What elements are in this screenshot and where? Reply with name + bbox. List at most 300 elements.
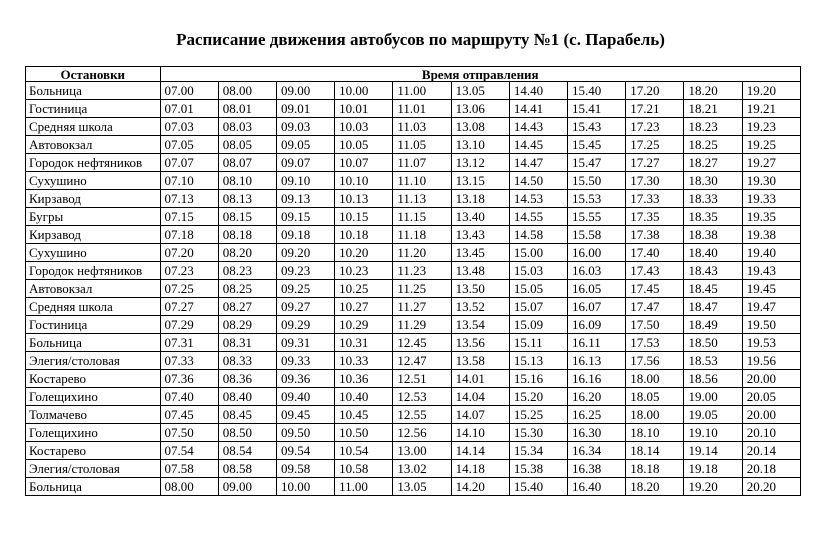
departure-time-cell: 15.13 [509, 352, 567, 370]
departure-time-cell: 18.56 [684, 370, 742, 388]
departure-time-cell: 08.00 [218, 82, 276, 100]
departure-time-cell: 17.40 [626, 244, 684, 262]
departure-time-cell: 15.47 [568, 154, 626, 172]
departure-time-cell: 10.00 [276, 478, 334, 496]
departure-time-cell: 11.10 [393, 172, 451, 190]
departure-time-cell: 18.50 [684, 334, 742, 352]
departure-time-cell: 08.33 [218, 352, 276, 370]
departure-time-cell: 07.03 [160, 118, 218, 136]
departure-time-cell: 19.20 [684, 478, 742, 496]
departure-time-cell: 20.00 [742, 406, 800, 424]
departure-time-cell: 18.25 [684, 136, 742, 154]
departure-time-cell: 19.20 [742, 82, 800, 100]
departure-time-cell: 15.11 [509, 334, 567, 352]
departure-time-cell: 16.00 [568, 244, 626, 262]
departure-time-cell: 20.20 [742, 478, 800, 496]
departure-time-cell: 14.07 [451, 406, 509, 424]
departure-time-cell: 12.47 [393, 352, 451, 370]
departure-time-cell: 16.34 [568, 442, 626, 460]
departure-time-cell: 07.50 [160, 424, 218, 442]
departure-time-cell: 10.01 [335, 100, 393, 118]
departure-time-cell: 13.18 [451, 190, 509, 208]
stop-name-cell: Городок нефтяников [26, 154, 161, 172]
departure-time-cell: 10.23 [335, 262, 393, 280]
departure-time-cell: 09.10 [276, 172, 334, 190]
departure-time-cell: 08.00 [160, 478, 218, 496]
stop-name-cell: Средняя школа [26, 298, 161, 316]
departure-time-cell: 20.18 [742, 460, 800, 478]
departure-time-cell: 18.40 [684, 244, 742, 262]
departure-time-cell: 17.20 [626, 82, 684, 100]
departure-time-cell: 11.05 [393, 136, 451, 154]
table-row [26, 226, 801, 244]
departure-time-cell: 18.33 [684, 190, 742, 208]
departure-time-cell: 13.43 [451, 226, 509, 244]
departure-time-cell: 07.45 [160, 406, 218, 424]
departure-time-cell: 12.55 [393, 406, 451, 424]
departure-time-cell: 10.58 [335, 460, 393, 478]
departure-time-cell: 17.21 [626, 100, 684, 118]
table-row [26, 316, 801, 334]
stop-name-cell: Гостиница [26, 316, 161, 334]
departure-time-cell: 18.27 [684, 154, 742, 172]
departure-time-cell: 15.45 [568, 136, 626, 154]
stops-column-header: Остановки [26, 67, 161, 82]
departure-time-cell: 09.18 [276, 226, 334, 244]
departure-time-cell: 11.00 [393, 82, 451, 100]
departure-time-cell: 18.30 [684, 172, 742, 190]
departure-time-cell: 19.23 [742, 118, 800, 136]
departure-time-cell: 18.43 [684, 262, 742, 280]
departure-time-cell: 10.50 [335, 424, 393, 442]
departure-time-cell: 16.11 [568, 334, 626, 352]
departure-time-cell: 08.27 [218, 298, 276, 316]
departure-time-cell: 10.27 [335, 298, 393, 316]
stop-name-cell: Голещихино [26, 424, 161, 442]
departure-time-cell: 11.18 [393, 226, 451, 244]
table-row [26, 280, 801, 298]
departure-time-cell: 09.54 [276, 442, 334, 460]
departure-time-cell: 11.29 [393, 316, 451, 334]
departure-time-cell: 13.02 [393, 460, 451, 478]
departure-time-cell: 19.30 [742, 172, 800, 190]
departure-time-cell: 11.23 [393, 262, 451, 280]
departure-time-cell: 10.13 [335, 190, 393, 208]
departure-time-cell: 07.25 [160, 280, 218, 298]
departure-time-cell: 19.43 [742, 262, 800, 280]
departure-time-cell: 16.03 [568, 262, 626, 280]
departure-time-cell: 18.21 [684, 100, 742, 118]
departure-time-cell: 15.41 [568, 100, 626, 118]
departure-time-cell: 11.25 [393, 280, 451, 298]
departure-time-cell: 08.36 [218, 370, 276, 388]
stop-name-cell: Элегия/столовая [26, 352, 161, 370]
departure-time-cell: 18.00 [626, 406, 684, 424]
table-row [26, 208, 801, 226]
departure-time-cell: 11.00 [335, 478, 393, 496]
departure-time-cell: 19.38 [742, 226, 800, 244]
departure-time-cell: 07.23 [160, 262, 218, 280]
departure-time-cell: 09.03 [276, 118, 334, 136]
table-row [26, 352, 801, 370]
departure-time-cell: 17.33 [626, 190, 684, 208]
departure-time-cell: 08.31 [218, 334, 276, 352]
departure-time-cell: 17.38 [626, 226, 684, 244]
departure-time-cell: 07.40 [160, 388, 218, 406]
stop-name-cell: Автовокзал [26, 136, 161, 154]
departure-time-cell: 15.55 [568, 208, 626, 226]
departure-time-cell: 14.20 [451, 478, 509, 496]
departure-time-cell: 17.35 [626, 208, 684, 226]
departure-time-cell: 09.13 [276, 190, 334, 208]
departure-time-cell: 09.36 [276, 370, 334, 388]
table-row [26, 442, 801, 460]
table-row [26, 244, 801, 262]
departure-time-cell: 13.45 [451, 244, 509, 262]
departure-time-cell: 15.50 [568, 172, 626, 190]
stop-name-cell: Сухушино [26, 244, 161, 262]
departure-time-cell: 19.53 [742, 334, 800, 352]
departure-time-cell: 13.48 [451, 262, 509, 280]
departure-time-cell: 09.00 [276, 82, 334, 100]
departure-time-cell: 16.38 [568, 460, 626, 478]
departure-time-cell: 13.56 [451, 334, 509, 352]
departure-time-cell: 17.43 [626, 262, 684, 280]
departure-time-cell: 09.45 [276, 406, 334, 424]
departure-time-cell: 14.53 [509, 190, 567, 208]
departure-time-cell: 18.53 [684, 352, 742, 370]
departure-time-cell: 07.05 [160, 136, 218, 154]
departure-time-cell: 19.33 [742, 190, 800, 208]
departure-time-cell: 10.36 [335, 370, 393, 388]
departure-time-cell: 09.00 [218, 478, 276, 496]
departure-time-cell: 09.31 [276, 334, 334, 352]
departure-time-cell: 18.47 [684, 298, 742, 316]
departure-time-cell: 13.52 [451, 298, 509, 316]
departure-time-cell: 16.13 [568, 352, 626, 370]
departure-time-cell: 18.45 [684, 280, 742, 298]
departure-time-cell: 09.05 [276, 136, 334, 154]
departure-time-cell: 12.53 [393, 388, 451, 406]
departure-time-cell: 08.10 [218, 172, 276, 190]
table-row [26, 406, 801, 424]
departure-time-cell: 08.25 [218, 280, 276, 298]
table-header-row [26, 67, 801, 82]
departure-time-cell: 16.40 [568, 478, 626, 496]
table-row [26, 460, 801, 478]
departure-time-cell: 08.58 [218, 460, 276, 478]
departure-column-header: Время отправления [160, 67, 801, 82]
departure-time-cell: 19.45 [742, 280, 800, 298]
departure-time-cell: 08.50 [218, 424, 276, 442]
departure-time-cell: 13.50 [451, 280, 509, 298]
departure-time-cell: 15.00 [509, 244, 567, 262]
departure-time-cell: 19.18 [684, 460, 742, 478]
stop-name-cell: Больница [26, 478, 161, 496]
table-row [26, 298, 801, 316]
departure-time-cell: 15.03 [509, 262, 567, 280]
departure-time-cell: 10.18 [335, 226, 393, 244]
departure-time-cell: 08.23 [218, 262, 276, 280]
departure-time-cell: 13.05 [393, 478, 451, 496]
departure-time-cell: 13.06 [451, 100, 509, 118]
departure-time-cell: 08.05 [218, 136, 276, 154]
departure-time-cell: 10.03 [335, 118, 393, 136]
departure-time-cell: 08.54 [218, 442, 276, 460]
departure-time-cell: 18.05 [626, 388, 684, 406]
schedule-body [26, 82, 801, 496]
departure-time-cell: 07.18 [160, 226, 218, 244]
departure-time-cell: 18.00 [626, 370, 684, 388]
departure-time-cell: 13.58 [451, 352, 509, 370]
departure-time-cell: 15.53 [568, 190, 626, 208]
departure-time-cell: 16.05 [568, 280, 626, 298]
departure-time-cell: 07.00 [160, 82, 218, 100]
departure-time-cell: 09.40 [276, 388, 334, 406]
departure-time-cell: 19.56 [742, 352, 800, 370]
departure-time-cell: 15.43 [568, 118, 626, 136]
departure-time-cell: 19.21 [742, 100, 800, 118]
departure-time-cell: 17.23 [626, 118, 684, 136]
departure-time-cell: 18.49 [684, 316, 742, 334]
departure-time-cell: 13.40 [451, 208, 509, 226]
departure-time-cell: 07.31 [160, 334, 218, 352]
departure-time-cell: 10.45 [335, 406, 393, 424]
departure-time-cell: 07.01 [160, 100, 218, 118]
departure-time-cell: 10.33 [335, 352, 393, 370]
stop-name-cell: Гостиница [26, 100, 161, 118]
departure-time-cell: 20.14 [742, 442, 800, 460]
departure-time-cell: 11.27 [393, 298, 451, 316]
departure-time-cell: 09.33 [276, 352, 334, 370]
departure-time-cell: 13.10 [451, 136, 509, 154]
departure-time-cell: 14.04 [451, 388, 509, 406]
departure-time-cell: 17.47 [626, 298, 684, 316]
departure-time-cell: 14.55 [509, 208, 567, 226]
departure-time-cell: 09.01 [276, 100, 334, 118]
departure-time-cell: 08.15 [218, 208, 276, 226]
departure-time-cell: 11.20 [393, 244, 451, 262]
departure-time-cell: 08.18 [218, 226, 276, 244]
stop-name-cell: Бугры [26, 208, 161, 226]
departure-time-cell: 09.25 [276, 280, 334, 298]
departure-time-cell: 19.50 [742, 316, 800, 334]
departure-time-cell: 20.00 [742, 370, 800, 388]
departure-time-cell: 07.58 [160, 460, 218, 478]
departure-time-cell: 11.13 [393, 190, 451, 208]
stop-name-cell: Кирзавод [26, 226, 161, 244]
table-row [26, 172, 801, 190]
departure-time-cell: 17.45 [626, 280, 684, 298]
departure-time-cell: 18.18 [626, 460, 684, 478]
departure-time-cell: 17.56 [626, 352, 684, 370]
departure-time-cell: 15.05 [509, 280, 567, 298]
departure-time-cell: 15.07 [509, 298, 567, 316]
table-row [26, 118, 801, 136]
departure-time-cell: 19.25 [742, 136, 800, 154]
departure-time-cell: 08.03 [218, 118, 276, 136]
departure-time-cell: 18.38 [684, 226, 742, 244]
departure-time-cell: 14.58 [509, 226, 567, 244]
stop-name-cell: Средняя школа [26, 118, 161, 136]
departure-time-cell: 11.07 [393, 154, 451, 172]
table-row [26, 424, 801, 442]
departure-time-cell: 19.00 [684, 388, 742, 406]
departure-time-cell: 13.54 [451, 316, 509, 334]
stop-name-cell: Голещихино [26, 388, 161, 406]
departure-time-cell: 14.18 [451, 460, 509, 478]
departure-time-cell: 08.07 [218, 154, 276, 172]
departure-time-cell: 20.05 [742, 388, 800, 406]
departure-time-cell: 14.40 [509, 82, 567, 100]
departure-time-cell: 15.30 [509, 424, 567, 442]
departure-time-cell: 11.01 [393, 100, 451, 118]
table-row [26, 100, 801, 118]
departure-time-cell: 10.10 [335, 172, 393, 190]
departure-time-cell: 10.54 [335, 442, 393, 460]
departure-time-cell: 15.16 [509, 370, 567, 388]
stop-name-cell: Больница [26, 82, 161, 100]
schedule-table [25, 66, 801, 496]
departure-time-cell: 16.20 [568, 388, 626, 406]
departure-time-cell: 09.15 [276, 208, 334, 226]
departure-time-cell: 10.25 [335, 280, 393, 298]
departure-time-cell: 07.54 [160, 442, 218, 460]
departure-time-cell: 07.20 [160, 244, 218, 262]
departure-time-cell: 07.33 [160, 352, 218, 370]
departure-time-cell: 08.01 [218, 100, 276, 118]
departure-time-cell: 14.41 [509, 100, 567, 118]
departure-time-cell: 07.15 [160, 208, 218, 226]
departure-time-cell: 10.40 [335, 388, 393, 406]
departure-time-cell: 15.58 [568, 226, 626, 244]
table-row [26, 370, 801, 388]
departure-time-cell: 19.47 [742, 298, 800, 316]
table-row [26, 388, 801, 406]
table-row [26, 136, 801, 154]
departure-time-cell: 12.45 [393, 334, 451, 352]
departure-time-cell: 16.07 [568, 298, 626, 316]
departure-time-cell: 10.07 [335, 154, 393, 172]
departure-time-cell: 15.38 [509, 460, 567, 478]
departure-time-cell: 16.09 [568, 316, 626, 334]
departure-time-cell: 09.07 [276, 154, 334, 172]
stop-name-cell: Костарево [26, 442, 161, 460]
departure-time-cell: 10.31 [335, 334, 393, 352]
departure-time-cell: 18.20 [626, 478, 684, 496]
departure-time-cell: 16.25 [568, 406, 626, 424]
stop-name-cell: Кирзавод [26, 190, 161, 208]
departure-time-cell: 19.40 [742, 244, 800, 262]
departure-time-cell: 17.53 [626, 334, 684, 352]
departure-time-cell: 15.40 [509, 478, 567, 496]
departure-time-cell: 09.27 [276, 298, 334, 316]
departure-time-cell: 14.50 [509, 172, 567, 190]
departure-time-cell: 18.14 [626, 442, 684, 460]
departure-time-cell: 10.00 [335, 82, 393, 100]
departure-time-cell: 13.15 [451, 172, 509, 190]
departure-time-cell: 09.23 [276, 262, 334, 280]
stop-name-cell: Больница [26, 334, 161, 352]
departure-time-cell: 18.20 [684, 82, 742, 100]
departure-time-cell: 08.45 [218, 406, 276, 424]
page-title: Расписание движения автобусов по маршруту №1 (с. Парабель) [176, 30, 665, 49]
departure-time-cell: 08.13 [218, 190, 276, 208]
stop-name-cell: Автовокзал [26, 280, 161, 298]
departure-time-cell: 14.01 [451, 370, 509, 388]
departure-time-cell: 19.05 [684, 406, 742, 424]
departure-time-cell: 09.20 [276, 244, 334, 262]
departure-time-cell: 10.29 [335, 316, 393, 334]
departure-time-cell: 14.45 [509, 136, 567, 154]
departure-time-cell: 13.00 [393, 442, 451, 460]
departure-time-cell: 19.10 [684, 424, 742, 442]
departure-time-cell: 17.50 [626, 316, 684, 334]
departure-time-cell: 08.29 [218, 316, 276, 334]
departure-time-cell: 11.15 [393, 208, 451, 226]
departure-time-cell: 12.51 [393, 370, 451, 388]
stop-name-cell: Сухушино [26, 172, 161, 190]
departure-time-cell: 07.27 [160, 298, 218, 316]
departure-time-cell: 10.20 [335, 244, 393, 262]
table-row [26, 82, 801, 100]
departure-time-cell: 16.16 [568, 370, 626, 388]
departure-time-cell: 07.13 [160, 190, 218, 208]
departure-time-cell: 07.36 [160, 370, 218, 388]
departure-time-cell: 12.56 [393, 424, 451, 442]
departure-time-cell: 14.10 [451, 424, 509, 442]
departure-time-cell: 15.09 [509, 316, 567, 334]
departure-time-cell: 17.25 [626, 136, 684, 154]
departure-time-cell: 08.40 [218, 388, 276, 406]
departure-time-cell: 17.30 [626, 172, 684, 190]
stop-name-cell: Элегия/столовая [26, 460, 161, 478]
departure-time-cell: 18.10 [626, 424, 684, 442]
departure-time-cell: 14.43 [509, 118, 567, 136]
departure-time-cell: 09.50 [276, 424, 334, 442]
table-row [26, 154, 801, 172]
departure-time-cell: 10.15 [335, 208, 393, 226]
table-row [26, 190, 801, 208]
departure-time-cell: 07.10 [160, 172, 218, 190]
departure-time-cell: 15.40 [568, 82, 626, 100]
stop-name-cell: Толмачево [26, 406, 161, 424]
departure-time-cell: 07.07 [160, 154, 218, 172]
departure-time-cell: 19.27 [742, 154, 800, 172]
departure-time-cell: 07.29 [160, 316, 218, 334]
departure-time-cell: 14.14 [451, 442, 509, 460]
departure-time-cell: 19.14 [684, 442, 742, 460]
departure-time-cell: 08.20 [218, 244, 276, 262]
departure-time-cell: 19.35 [742, 208, 800, 226]
table-row [26, 478, 801, 496]
table-row [26, 334, 801, 352]
departure-time-cell: 11.03 [393, 118, 451, 136]
departure-time-cell: 15.20 [509, 388, 567, 406]
departure-time-cell: 13.05 [451, 82, 509, 100]
departure-time-cell: 14.47 [509, 154, 567, 172]
departure-time-cell: 09.29 [276, 316, 334, 334]
departure-time-cell: 09.58 [276, 460, 334, 478]
stop-name-cell: Костарево [26, 370, 161, 388]
departure-time-cell: 18.35 [684, 208, 742, 226]
departure-time-cell: 15.34 [509, 442, 567, 460]
departure-time-cell: 10.05 [335, 136, 393, 154]
departure-time-cell: 15.25 [509, 406, 567, 424]
departure-time-cell: 17.27 [626, 154, 684, 172]
departure-time-cell: 18.23 [684, 118, 742, 136]
departure-time-cell: 13.08 [451, 118, 509, 136]
